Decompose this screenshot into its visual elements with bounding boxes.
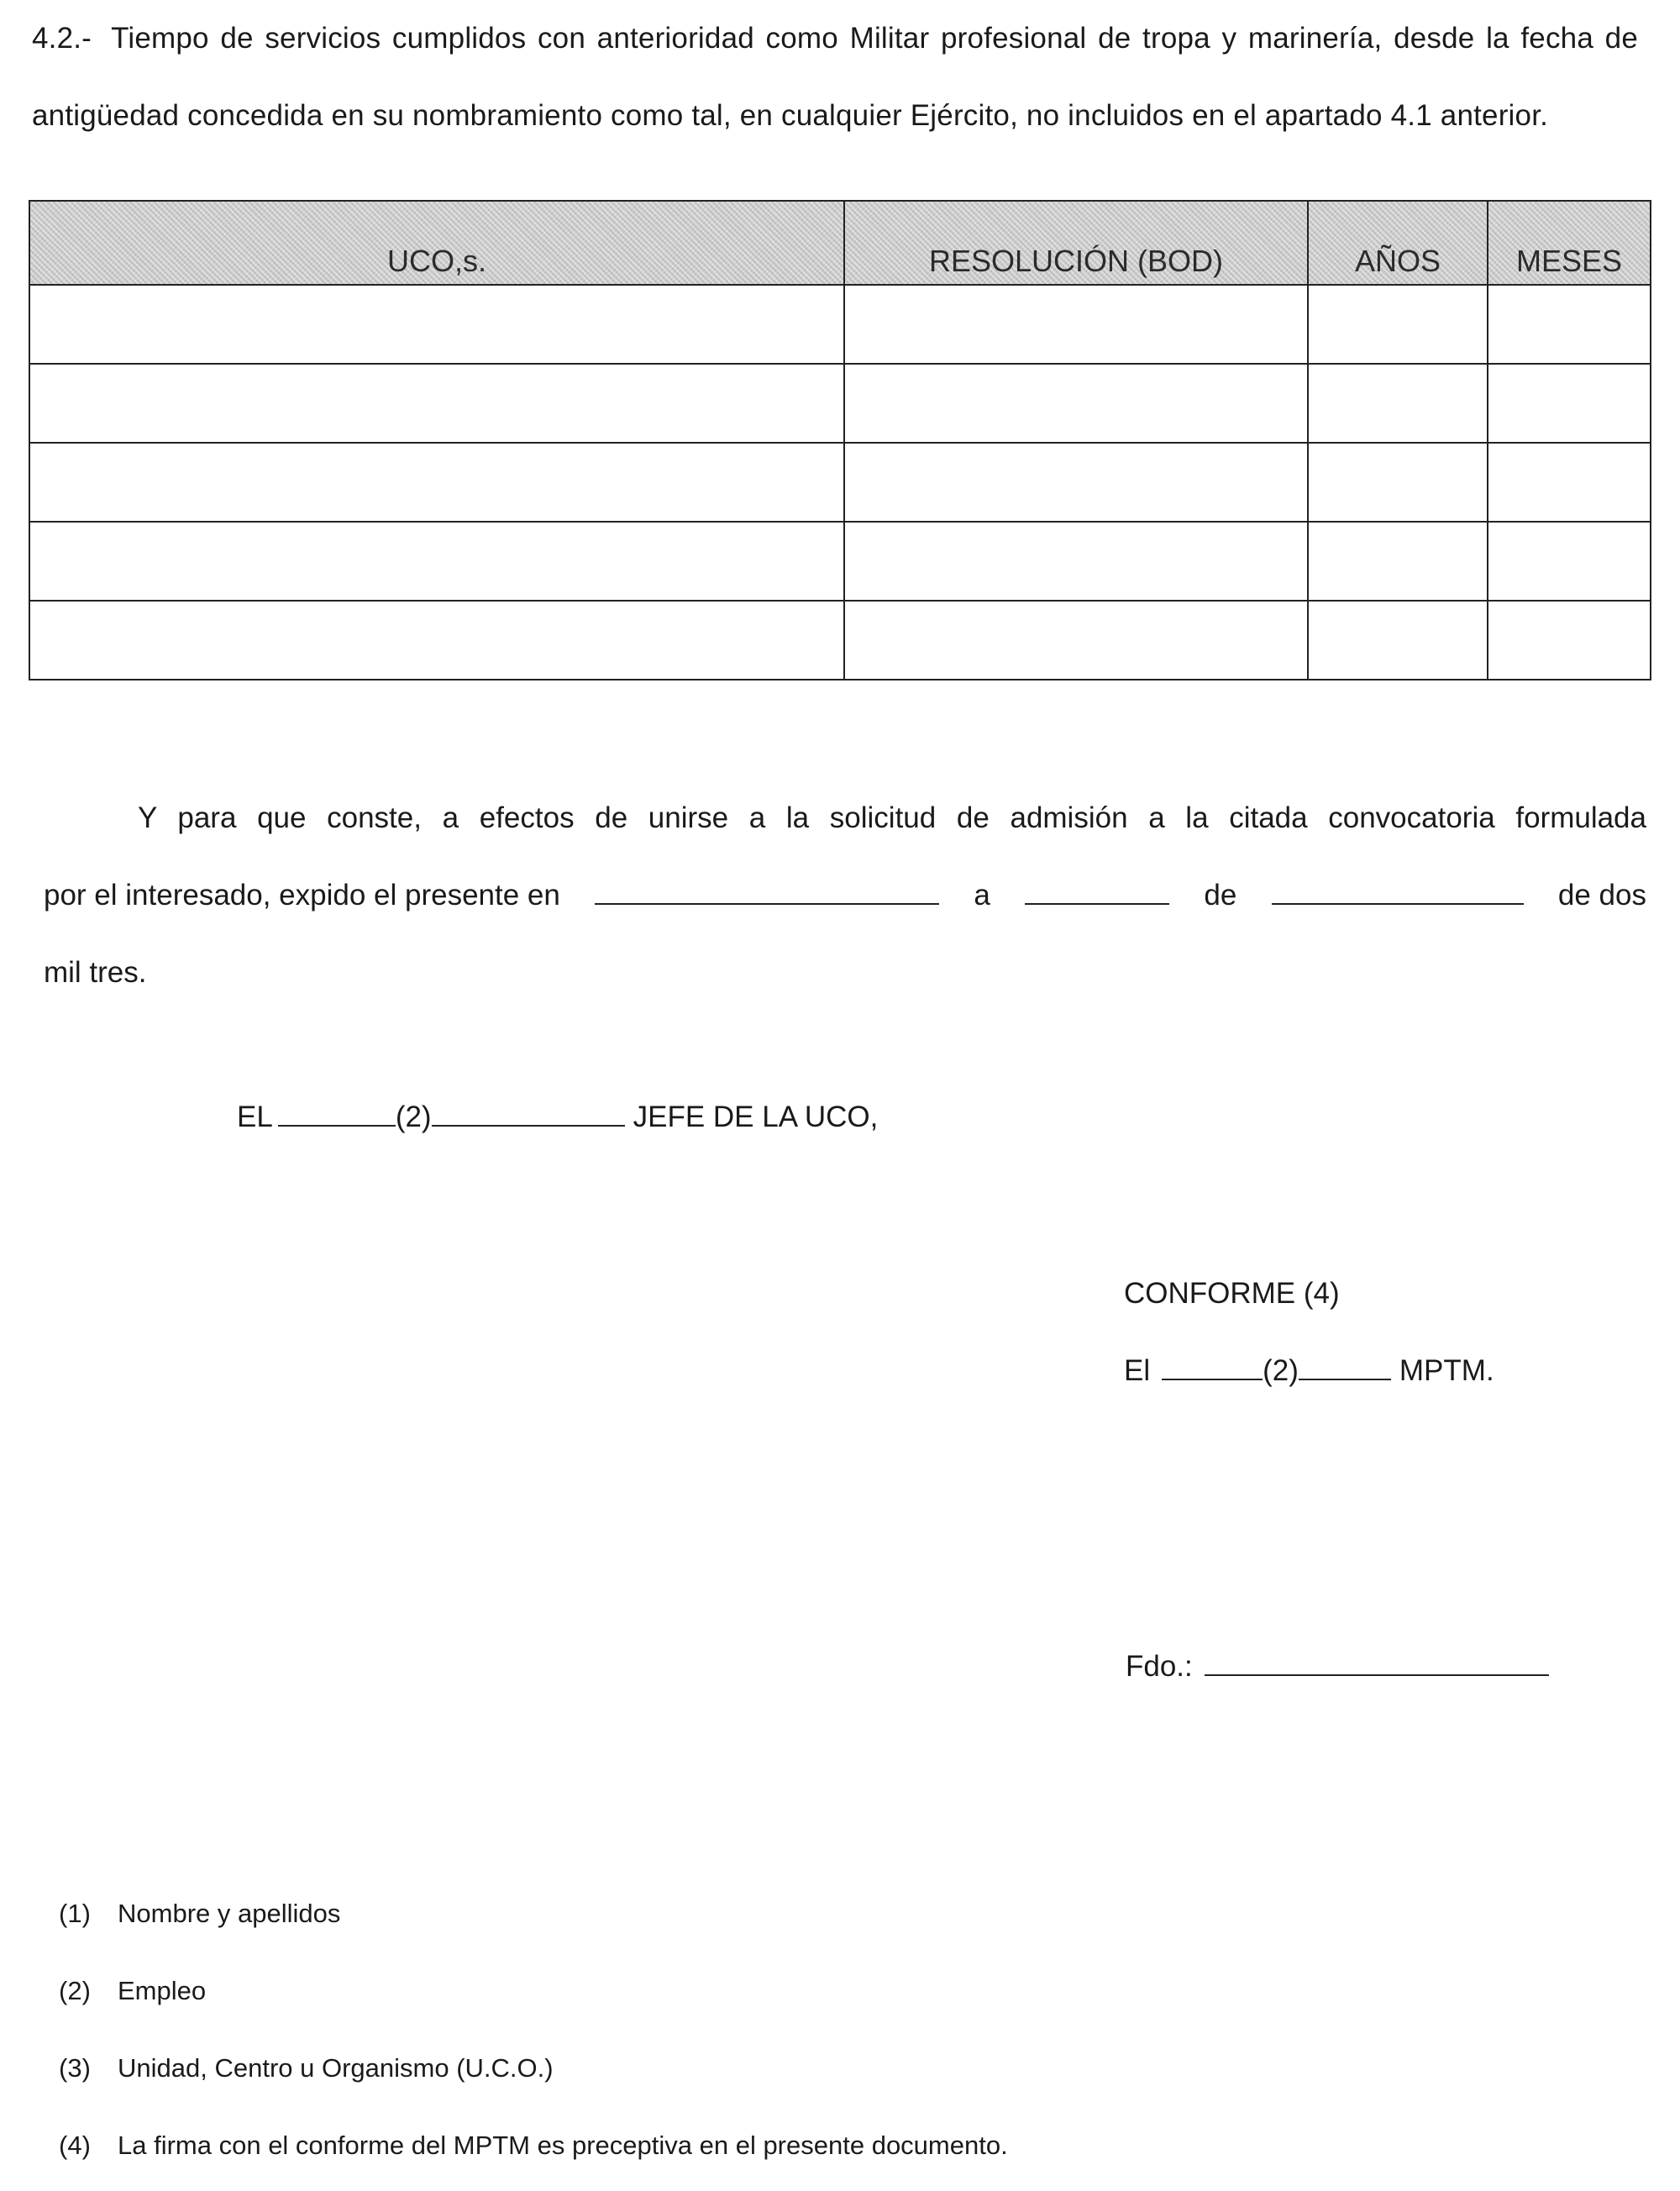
section-heading	[32, 0, 1638, 155]
footnote-text: Empleo	[118, 1976, 207, 2005]
conforme-marker: (2)	[1263, 1354, 1299, 1387]
signature-blank-field[interactable]	[1205, 1673, 1549, 1676]
cell-anos[interactable]	[1308, 285, 1488, 364]
footnote-item	[59, 1952, 1008, 2030]
conforme-rank-blank-2[interactable]	[1299, 1378, 1391, 1380]
jefe-signature-line	[237, 1101, 878, 1134]
cell-uco[interactable]	[29, 443, 844, 522]
place-blank-field[interactable]	[595, 902, 939, 905]
header-anos: AÑOS	[1308, 201, 1488, 285]
footnote-number: (2)	[59, 1976, 91, 2005]
table-row	[29, 364, 1651, 443]
conforme-suffix: MPTM.	[1399, 1354, 1494, 1387]
cell-anos[interactable]	[1308, 364, 1488, 443]
footnotes	[59, 1875, 1008, 2184]
certification-text-b: a	[974, 879, 990, 912]
cell-resolucion[interactable]	[844, 285, 1308, 364]
rank-blank-field-2[interactable]	[432, 1124, 625, 1127]
certification-paragraph	[44, 780, 1646, 1011]
conforme-el-line	[1124, 1332, 1494, 1410]
cell-meses[interactable]	[1488, 285, 1651, 364]
cell-anos[interactable]	[1308, 522, 1488, 601]
table-row	[29, 601, 1651, 680]
conforme-block	[1124, 1255, 1494, 1410]
signature-marker: (2)	[395, 1101, 432, 1133]
footnote-item	[59, 2030, 1008, 2107]
cell-uco[interactable]	[29, 364, 844, 443]
cell-anos[interactable]	[1308, 443, 1488, 522]
header-uco: UCO,s.	[29, 201, 844, 285]
certification-text-c: de	[1204, 879, 1237, 912]
certification-line-3: mil tres.	[44, 956, 147, 989]
footnote-text: Nombre y apellidos	[118, 1899, 341, 1928]
certification-line-1: Y para que conste, a efectos de unirse a la solicitud de admisión a la citada convocatoria formulada	[138, 801, 1646, 834]
conforme-rank-blank[interactable]	[1162, 1378, 1263, 1380]
footnote-item	[59, 2107, 1008, 2184]
cell-resolucion[interactable]	[844, 443, 1308, 522]
footnote-number: (3)	[59, 2053, 91, 2083]
cell-meses[interactable]	[1488, 443, 1651, 522]
header-resolucion: RESOLUCIÓN (BOD)	[844, 201, 1308, 285]
table-row	[29, 443, 1651, 522]
footnote-text: La firma con el conforme del MPTM es preceptiva en el presente documento.	[118, 2131, 1008, 2160]
conforme-prefix: El	[1124, 1354, 1151, 1387]
fdo-signature-line	[1126, 1650, 1549, 1684]
certification-text-a: por el interesado, expido el presente en	[44, 879, 560, 912]
cell-uco[interactable]	[29, 285, 844, 364]
footnote-number: (4)	[59, 2131, 91, 2160]
day-blank-field[interactable]	[1025, 902, 1169, 905]
cell-meses[interactable]	[1488, 522, 1651, 601]
section-text: Tiempo de servicios cumplidos con anterioridad como Militar profesional de tropa y marinería, desde la fecha de antigüedad concedida en su nombramiento como tal, en cualquier Ejército, no incluidos en el apartado 4.1 anterior.	[32, 22, 1638, 132]
cell-uco[interactable]	[29, 601, 844, 680]
table-row	[29, 522, 1651, 601]
certification-line-2	[44, 857, 1646, 934]
cell-uco[interactable]	[29, 522, 844, 601]
month-blank-field[interactable]	[1272, 902, 1524, 905]
cell-resolucion[interactable]	[844, 522, 1308, 601]
table-header-row	[29, 201, 1651, 285]
conforme-title: CONFORME (4)	[1124, 1277, 1340, 1310]
certification-text-d: de dos	[1557, 879, 1646, 912]
rank-blank-field[interactable]	[278, 1124, 396, 1127]
signature-suffix: JEFE DE LA UCO,	[633, 1101, 879, 1133]
cell-resolucion[interactable]	[844, 364, 1308, 443]
footnote-text: Unidad, Centro u Organismo (U.C.O.)	[118, 2053, 554, 2083]
services-table	[29, 200, 1651, 680]
signature-prefix: EL	[237, 1101, 273, 1133]
fdo-label: Fdo.:	[1126, 1650, 1193, 1683]
header-meses: MESES	[1488, 201, 1651, 285]
cell-resolucion[interactable]	[844, 601, 1308, 680]
cell-anos[interactable]	[1308, 601, 1488, 680]
section-number: 4.2.-	[32, 22, 92, 55]
footnote-item	[59, 1875, 1008, 1952]
table-row	[29, 285, 1651, 364]
cell-meses[interactable]	[1488, 364, 1651, 443]
cell-meses[interactable]	[1488, 601, 1651, 680]
footnote-number: (1)	[59, 1899, 91, 1928]
